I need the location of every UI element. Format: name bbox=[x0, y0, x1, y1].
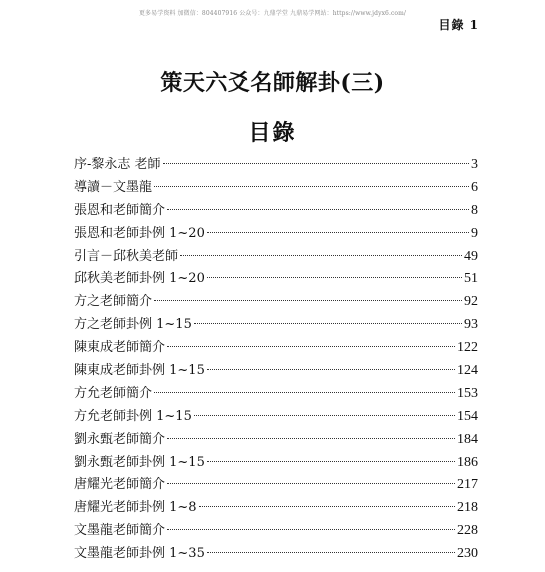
dot-leader bbox=[154, 186, 469, 187]
dot-leader bbox=[163, 163, 469, 164]
toc-entry-title: 邱秋美老師卦例 1~20 bbox=[74, 271, 205, 287]
toc-entry-title: 劉永甄老師簡介 bbox=[74, 431, 166, 447]
toc-entry-page: 9 bbox=[471, 225, 478, 241]
toc-entry[interactable] bbox=[74, 291, 478, 314]
toc-entry-title: 方之老師簡介 bbox=[74, 294, 153, 310]
toc-entry-title: 方允老師簡介 bbox=[74, 385, 153, 401]
dot-leader bbox=[207, 369, 455, 370]
toc-entry-title: 文墨龍老師卦例 1~35 bbox=[74, 546, 205, 562]
toc-entry-title: 張恩和老師簡介 bbox=[74, 202, 166, 218]
dot-leader bbox=[180, 255, 462, 256]
toc-entry[interactable] bbox=[74, 474, 478, 497]
dot-leader bbox=[154, 300, 462, 301]
toc-entry-page: 217 bbox=[457, 477, 478, 493]
toc-entry[interactable] bbox=[74, 360, 478, 383]
toc-entry-title: 導讀－文墨龍 bbox=[74, 179, 153, 195]
toc-entry-title: 序-黎永志 老師 bbox=[74, 157, 161, 172]
toc-entry[interactable] bbox=[74, 177, 478, 200]
watermark-text: 更多易学资料 加微信：804407916 公众号：九鼎学堂 九鼎易学网站：https://www.jdyx6.com/ bbox=[138, 10, 407, 17]
toc-entry-page: 228 bbox=[457, 523, 478, 539]
dot-leader bbox=[194, 323, 462, 324]
dot-leader bbox=[207, 277, 462, 278]
dot-leader bbox=[154, 392, 455, 393]
dot-leader bbox=[167, 438, 455, 439]
dot-leader bbox=[207, 232, 469, 233]
page-label: 目錄 1 bbox=[438, 18, 479, 32]
dot-leader bbox=[167, 483, 455, 484]
toc-entry-page: 51 bbox=[464, 271, 478, 287]
dot-leader bbox=[199, 506, 455, 507]
toc-entry-title: 陳東成老師卦例 1~15 bbox=[74, 363, 205, 379]
toc-entry-title: 方允老師卦例 1~15 bbox=[74, 408, 192, 424]
dot-leader bbox=[167, 209, 469, 210]
toc-entry[interactable] bbox=[74, 383, 478, 406]
toc-entry[interactable] bbox=[74, 543, 478, 566]
toc-entry[interactable] bbox=[74, 223, 478, 246]
toc-entry-title: 唐耀光老師卦例 1~8 bbox=[74, 500, 197, 516]
toc-entry-page: 49 bbox=[464, 248, 478, 264]
dot-leader bbox=[207, 552, 455, 553]
toc-entry-title: 引言－邱秋美老師 bbox=[74, 248, 179, 264]
toc-entry-title: 陳東成老師簡介 bbox=[74, 340, 166, 356]
dot-leader bbox=[167, 529, 455, 530]
toc-entry-page: 93 bbox=[464, 317, 478, 333]
toc-entry-title: 方之老師卦例 1~15 bbox=[74, 317, 192, 333]
toc-entry[interactable] bbox=[74, 200, 478, 223]
toc-heading: 目錄 bbox=[248, 120, 297, 146]
dot-leader bbox=[194, 415, 455, 416]
toc-entry[interactable] bbox=[74, 268, 478, 291]
toc-entry-page: 230 bbox=[457, 546, 478, 562]
toc-entry-page: 124 bbox=[457, 363, 478, 379]
table-of-contents bbox=[74, 154, 478, 566]
toc-entry-page: 184 bbox=[457, 431, 478, 447]
toc-entry[interactable] bbox=[74, 246, 478, 269]
toc-entry-page: 92 bbox=[464, 294, 478, 310]
toc-entry-page: 154 bbox=[457, 408, 478, 424]
toc-entry-page: 6 bbox=[471, 179, 478, 195]
toc-entry-page: 153 bbox=[457, 385, 478, 401]
toc-entry[interactable] bbox=[74, 520, 478, 543]
toc-entry-title: 文墨龍老師簡介 bbox=[74, 523, 166, 539]
toc-entry[interactable] bbox=[74, 497, 478, 520]
toc-entry-page: 218 bbox=[457, 500, 478, 516]
toc-entry-page: 8 bbox=[471, 202, 478, 218]
toc-entry[interactable] bbox=[74, 314, 478, 337]
toc-entry[interactable] bbox=[74, 452, 478, 475]
toc-entry-title: 唐耀光老師簡介 bbox=[74, 477, 166, 493]
toc-entry-title: 張恩和老師卦例 1~20 bbox=[74, 225, 205, 241]
toc-entry[interactable] bbox=[74, 154, 478, 177]
toc-entry-title: 劉永甄老師卦例 1~15 bbox=[74, 454, 205, 470]
document-title: 策天六爻名師解卦(三) bbox=[160, 70, 385, 96]
toc-entry-page: 122 bbox=[457, 340, 478, 356]
toc-entry[interactable] bbox=[74, 429, 478, 452]
toc-entry[interactable] bbox=[74, 406, 478, 429]
dot-leader bbox=[167, 346, 455, 347]
toc-entry[interactable] bbox=[74, 337, 478, 360]
toc-entry-page: 3 bbox=[471, 157, 478, 172]
dot-leader bbox=[207, 461, 455, 462]
toc-entry-page: 186 bbox=[457, 454, 478, 470]
